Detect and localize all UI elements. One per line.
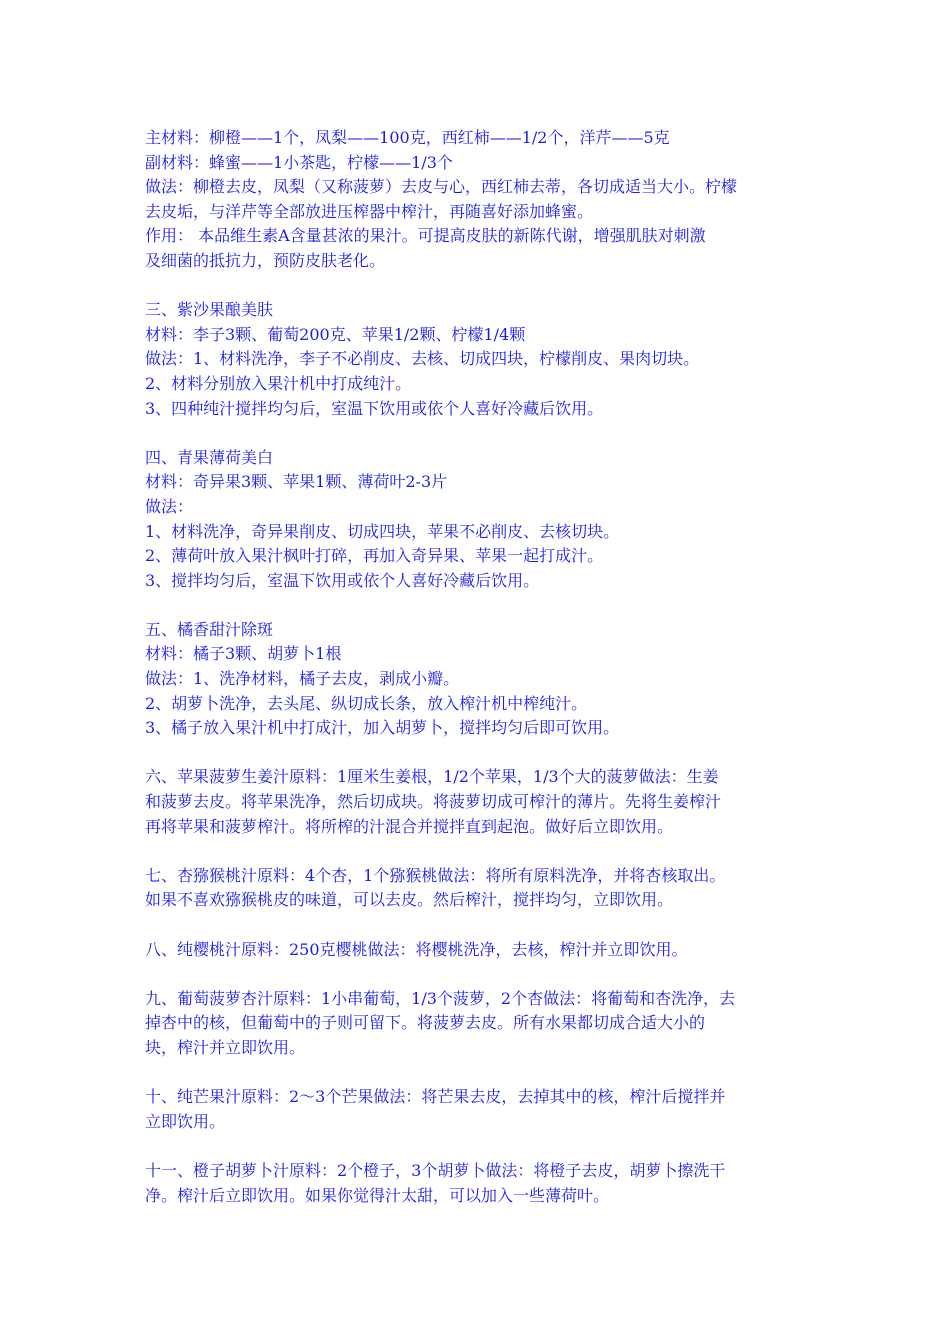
text-line: 去皮垢，与洋芹等全部放进压榨器中榨汁，再随喜好添加蜂蜜。 <box>145 201 594 221</box>
document-body <box>145 126 815 1208</box>
text-line: 十一、橙子胡萝卜汁原料：2个橙子，3个胡萝卜做法：将橙子去皮，胡萝卜擦洗干 <box>145 1160 726 1180</box>
text-line: 2、材料分别放入果汁机中打成纯汁。 <box>145 373 412 393</box>
text-line: 副材料：蜂蜜——1小茶匙，柠檬——1/3个 <box>145 152 453 172</box>
blank-line <box>145 1061 815 1086</box>
blank-line <box>145 1134 815 1159</box>
text-line: 四、青果薄荷美白 <box>145 447 274 467</box>
text-line: 做法：柳橙去皮，凤梨（又称菠萝）去皮与心，西红柿去蒂，各切成适当大小。柠檬 <box>145 177 738 197</box>
text-line: 再将苹果和菠萝榨汁。将所榨的汁混合并搅拌直到起泡。做好后立即饮用。 <box>145 816 674 836</box>
blank-line <box>145 839 815 864</box>
blank-line <box>145 741 815 766</box>
text-line: 做法：1、材料洗净，李子不必削皮、去核、切成四块，柠檬削皮、果肉切块。 <box>145 349 700 369</box>
blank-line <box>145 421 815 446</box>
text-line: 五、橘香甜汁除斑 <box>145 619 274 639</box>
text-line: 3、橘子放入果汁机中打成汁，加入胡萝卜，搅拌均匀后即可饮用。 <box>145 718 620 738</box>
text-line: 2、薄荷叶放入果汁枫叶打碎，再加入奇异果、苹果一起打成汁。 <box>145 546 604 566</box>
text-line: 六、苹果菠萝生姜汁原料：1厘米生姜根，1/2个苹果，1/3个大的菠萝做法：生姜 <box>145 767 719 787</box>
text-line: 3、搅拌均匀后，室温下饮用或依个人喜好冷藏后饮用。 <box>145 570 540 590</box>
text-line: 及细菌的抵抗力，预防皮肤老化。 <box>145 250 386 270</box>
text-line: 材料：橘子3颗、胡萝卜1根 <box>145 644 342 664</box>
text-line: 材料：奇异果3颗、苹果1颗、薄荷叶2-3片 <box>145 472 448 492</box>
text-line: 做法： <box>145 496 194 516</box>
blank-line <box>145 593 815 618</box>
text-line: 九、葡萄菠萝杏汁原料：1小串葡萄，1/3个菠萝，2个杏做法：将葡萄和杏洗净，去 <box>145 988 736 1008</box>
text-line: 立即饮用。 <box>145 1111 226 1131</box>
blank-line <box>145 274 815 299</box>
text-line: 块，榨汁并立即饮用。 <box>145 1037 306 1057</box>
text-line: 如果不喜欢猕猴桃皮的味道，可以去皮。然后榨汁，搅拌均匀，立即饮用。 <box>145 890 674 910</box>
text-line: 掉杏中的核，但葡萄中的子则可留下。将菠萝去皮。所有水果都切成合适大小的 <box>145 1013 706 1033</box>
text-line: 净。榨汁后立即饮用。如果你觉得汁太甜，可以加入一些薄荷叶。 <box>145 1185 610 1205</box>
text-line: 作用： 本品维生素A含量甚浓的果汁。可提高皮肤的新陈代谢，增强肌肤对刺激 <box>145 226 706 246</box>
text-line: 三、紫沙果酿美肤 <box>145 300 274 320</box>
text-line: 3、四种纯汁搅拌均匀后，室温下饮用或依个人喜好冷藏后饮用。 <box>145 398 604 418</box>
text-line: 和菠萝去皮。将苹果洗净，然后切成块。将菠萝切成可榨汁的薄片。先将生姜榨汁 <box>145 792 722 812</box>
text-line: 十、纯芒果汁原料：2～3个芒果做法：将芒果去皮，去掉其中的核，榨汁后搅拌并 <box>145 1087 726 1107</box>
text-line: 1、材料洗净，奇异果削皮、切成四块，苹果不必削皮、去核切块。 <box>145 521 620 541</box>
text-line: 做法：1、洗净材料，橘子去皮，剥成小瓣。 <box>145 669 460 689</box>
text-line: 主材料：柳橙——1个，凤梨——100克，西红柿——1/2个，洋芹——5克 <box>145 128 670 147</box>
text-line: 七、杏猕猴桃汁原料：4个杏，1个猕猴桃做法：将所有原料洗净，并将杏核取出。 <box>145 865 726 885</box>
blank-line <box>145 913 815 938</box>
text-line: 八、纯樱桃汁原料：250克樱桃做法：将樱桃洗净，去核，榨汁并立即饮用。 <box>145 939 688 959</box>
text-line: 材料：李子3颗、葡萄200克、苹果1/2颗、柠檬1/4颗 <box>145 324 526 344</box>
text-line: 2、胡萝卜洗净，去头尾、纵切成长条，放入榨汁机中榨纯汁。 <box>145 693 588 713</box>
blank-line <box>145 962 815 987</box>
